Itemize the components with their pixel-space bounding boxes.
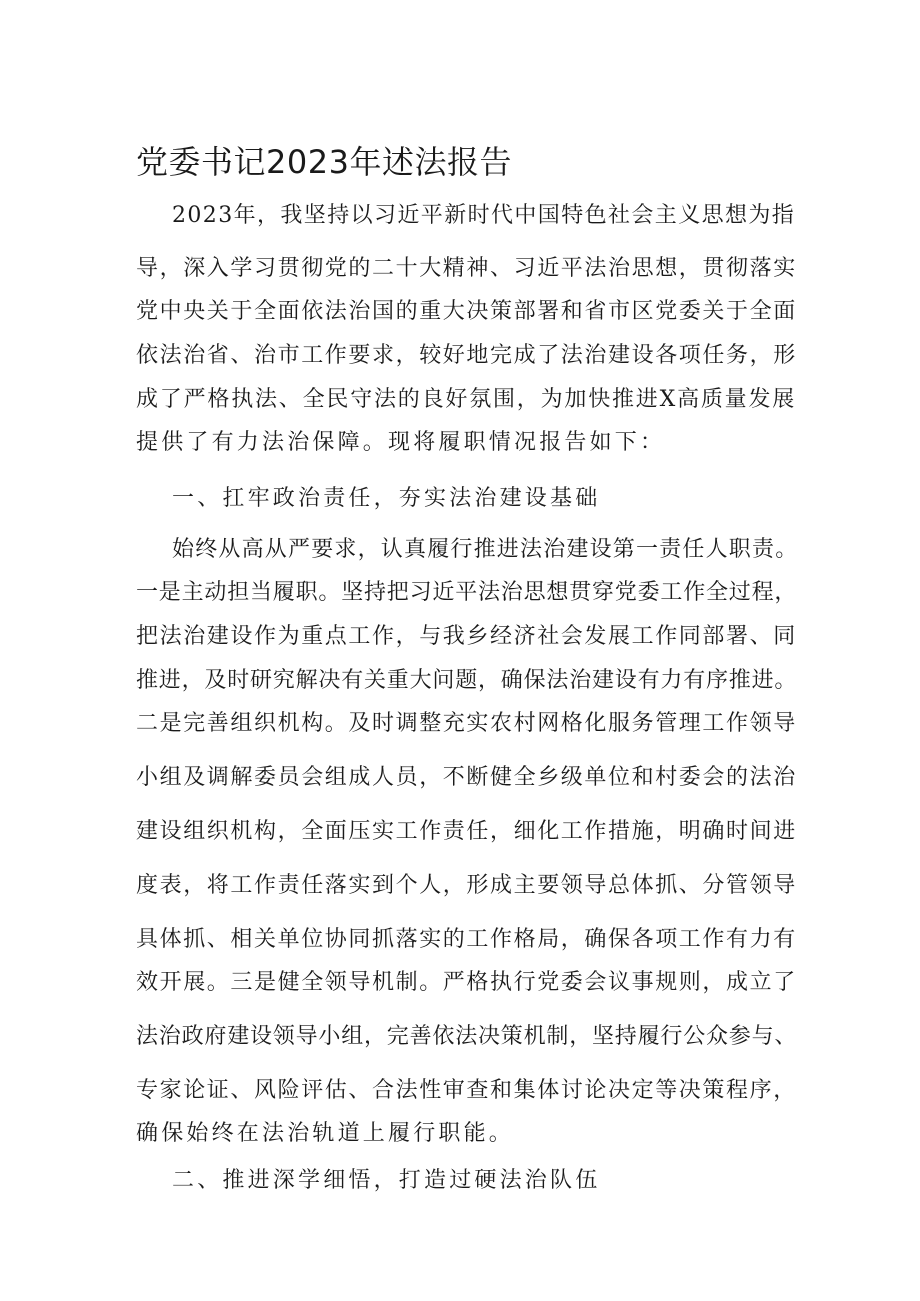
paragraph-line: 依法治省、治市工作要求，较好地完成了法治建设各项任务，形	[136, 343, 797, 368]
paragraph-line: 提供了有力法治保障。现将履职情况报告如下：	[136, 430, 666, 455]
paragraph-line: 二是完善组织机构。及时调整充实农村网格化服务管理工作领导	[136, 711, 797, 736]
document-title: 党委书记2023年述法报告	[136, 143, 512, 181]
paragraph-line: 导，深入学习贯彻党的二十大精神、习近平法治思想，贯彻落实	[136, 256, 797, 281]
paragraph-line: 确保始终在法治轨道上履行职能。	[136, 1121, 515, 1146]
paragraph-line: 始终从高从严要求，认真履行推进法治建设第一责任人职责。	[172, 537, 799, 562]
paragraph-line: 专家论证、风险评估、合法性审查和集体讨论决定等决策程序，	[136, 1078, 797, 1103]
paragraph-line: 一是主动担当履职。坚持把习近平法治思想贯穿党委工作全过程，	[136, 580, 798, 605]
paragraph-line: 法治政府建设领导小组，完善依法决策机制，坚持履行公众参与、	[136, 1024, 798, 1049]
paragraph-line: 效开展。三是健全领导机制。严格执行党委会议事规则，成立了	[136, 970, 797, 995]
paragraph-line: 2023年，我坚持以习近平新时代中国特色社会主义思想为指	[172, 203, 796, 228]
paragraph-line: 推进，及时研究解决有关重大问题，确保法治建设有力有序推进。	[136, 668, 798, 693]
section-heading: 二、推进深学细悟，打造过硬法治队伍	[172, 1168, 601, 1193]
paragraph-line: 党中央关于全面依法治国的重大决策部署和省市区党委关于全面	[136, 299, 797, 324]
paragraph-line: 把法治建设作为重点工作，与我乡经济社会发展工作同部署、同	[136, 624, 797, 649]
paragraph-line: 度表，将工作责任落实到个人，形成主要领导总体抓、分管领导	[136, 873, 797, 898]
paragraph-line: 成了严格执法、全民守法的良好氛围，为加快推进X高质量发展	[136, 387, 797, 412]
section-heading: 一、扛牢政治责任，夯实法治建设基础	[172, 486, 601, 511]
paragraph-line: 建设组织机构，全面压实工作责任，细化工作措施，明确时间进	[136, 819, 797, 844]
paragraph-line: 具体抓、相关单位协同抓落实的工作格局，确保各项工作有力有	[136, 927, 797, 952]
paragraph-line: 小组及调解委员会组成人员，不断健全乡级单位和村委会的法治	[136, 765, 797, 790]
